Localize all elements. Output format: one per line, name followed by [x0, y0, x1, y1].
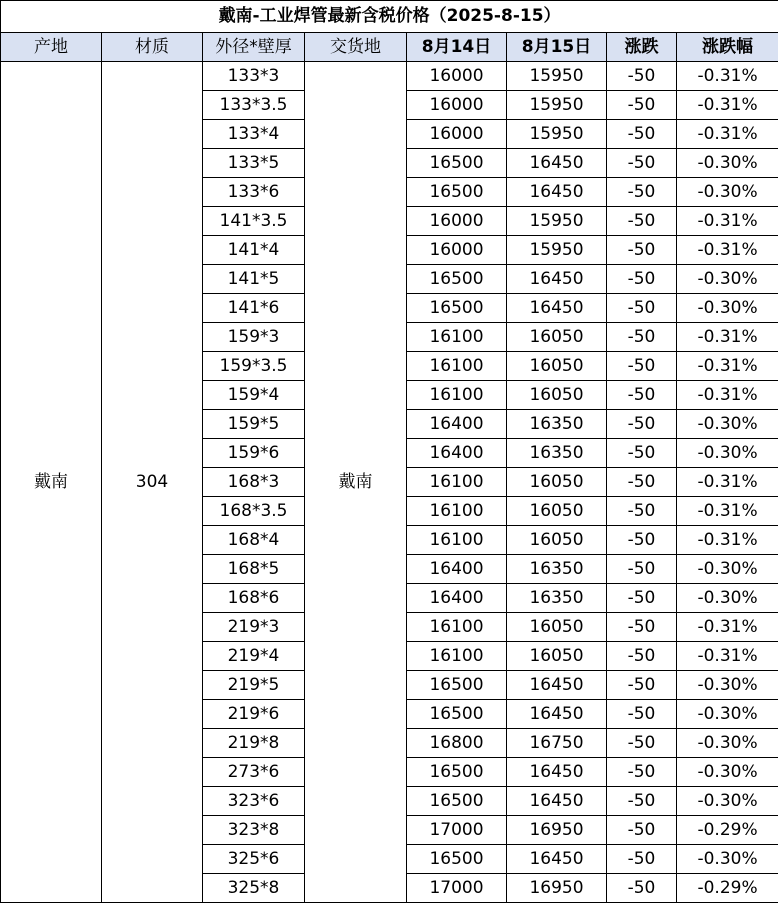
change-pct-cell: -0.30%	[677, 758, 778, 787]
price-0814-cell: 16500	[407, 671, 507, 700]
spec-cell: 141*6	[203, 294, 305, 323]
change-pct-cell: -0.29%	[677, 874, 778, 903]
spec-cell: 159*3.5	[203, 352, 305, 381]
price-0815-cell: 15950	[507, 236, 607, 265]
price-0814-cell: 16800	[407, 729, 507, 758]
change-pct-cell: -0.31%	[677, 381, 778, 410]
price-0814-cell: 17000	[407, 816, 507, 845]
change-pct-cell: -0.31%	[677, 468, 778, 497]
price-0814-cell: 16000	[407, 120, 507, 149]
price-0815-cell: 16050	[507, 613, 607, 642]
header-date-1: 8月14日	[407, 33, 507, 62]
price-0814-cell: 16100	[407, 613, 507, 642]
price-0815-cell: 16450	[507, 294, 607, 323]
price-0814-cell: 16500	[407, 700, 507, 729]
price-0815-cell: 15950	[507, 91, 607, 120]
spec-cell: 133*6	[203, 178, 305, 207]
header-change-pct: 涨跌幅	[677, 33, 778, 62]
change-pct-cell: -0.31%	[677, 613, 778, 642]
header-change: 涨跌	[607, 33, 677, 62]
price-0815-cell: 15950	[507, 207, 607, 236]
material-cell: 304	[102, 62, 203, 903]
delivery-cell: 戴南	[305, 62, 407, 903]
change-cell: -50	[607, 787, 677, 816]
change-pct-cell: -0.30%	[677, 671, 778, 700]
spec-cell: 159*6	[203, 439, 305, 468]
spec-cell: 323*8	[203, 816, 305, 845]
spec-cell: 168*4	[203, 526, 305, 555]
price-0815-cell: 16350	[507, 584, 607, 613]
price-0814-cell: 16100	[407, 381, 507, 410]
change-pct-cell: -0.30%	[677, 555, 778, 584]
change-pct-cell: -0.30%	[677, 584, 778, 613]
change-cell: -50	[607, 236, 677, 265]
price-0814-cell: 16500	[407, 845, 507, 874]
price-0815-cell: 16050	[507, 642, 607, 671]
price-0814-cell: 16100	[407, 468, 507, 497]
header-row	[1, 33, 778, 62]
price-0814-cell: 17000	[407, 874, 507, 903]
price-0814-cell: 16000	[407, 236, 507, 265]
price-0815-cell: 15950	[507, 62, 607, 91]
spec-cell: 168*3	[203, 468, 305, 497]
change-pct-cell: -0.30%	[677, 178, 778, 207]
price-0815-cell: 16350	[507, 555, 607, 584]
price-0814-cell: 16000	[407, 207, 507, 236]
change-pct-cell: -0.30%	[677, 410, 778, 439]
header-origin: 产地	[1, 33, 102, 62]
table-body	[1, 62, 778, 903]
price-0814-cell: 16500	[407, 787, 507, 816]
spec-cell: 133*4	[203, 120, 305, 149]
change-cell: -50	[607, 555, 677, 584]
change-cell: -50	[607, 91, 677, 120]
price-0815-cell: 16450	[507, 265, 607, 294]
header-delivery: 交货地	[305, 33, 407, 62]
price-0814-cell: 16000	[407, 62, 507, 91]
spec-cell: 133*5	[203, 149, 305, 178]
spec-cell: 325*6	[203, 845, 305, 874]
spec-cell: 168*3.5	[203, 497, 305, 526]
change-cell: -50	[607, 207, 677, 236]
change-cell: -50	[607, 584, 677, 613]
table-title: 戴南-工业焊管最新含税价格（2025-8-15）	[1, 1, 778, 33]
change-cell: -50	[607, 265, 677, 294]
header-date-2: 8月15日	[507, 33, 607, 62]
origin-cell: 戴南	[1, 62, 102, 903]
price-0815-cell: 16050	[507, 352, 607, 381]
price-0814-cell: 16100	[407, 352, 507, 381]
spec-cell: 133*3	[203, 62, 305, 91]
price-0814-cell: 16100	[407, 323, 507, 352]
spec-cell: 141*5	[203, 265, 305, 294]
change-cell: -50	[607, 758, 677, 787]
price-0815-cell: 16950	[507, 816, 607, 845]
price-0815-cell: 16450	[507, 845, 607, 874]
change-cell: -50	[607, 816, 677, 845]
price-0814-cell: 16100	[407, 642, 507, 671]
price-0815-cell: 16350	[507, 410, 607, 439]
table-row	[1, 62, 778, 91]
change-pct-cell: -0.31%	[677, 497, 778, 526]
spec-cell: 325*8	[203, 874, 305, 903]
change-cell: -50	[607, 294, 677, 323]
change-cell: -50	[607, 410, 677, 439]
change-cell: -50	[607, 526, 677, 555]
change-pct-cell: -0.31%	[677, 207, 778, 236]
change-cell: -50	[607, 845, 677, 874]
spec-cell: 141*3.5	[203, 207, 305, 236]
price-0814-cell: 16500	[407, 758, 507, 787]
spec-cell: 323*6	[203, 787, 305, 816]
change-pct-cell: -0.29%	[677, 816, 778, 845]
change-pct-cell: -0.30%	[677, 845, 778, 874]
change-cell: -50	[607, 120, 677, 149]
price-0815-cell: 16050	[507, 526, 607, 555]
change-cell: -50	[607, 468, 677, 497]
change-pct-cell: -0.31%	[677, 120, 778, 149]
price-0815-cell: 16750	[507, 729, 607, 758]
header-material: 材质	[102, 33, 203, 62]
price-0815-cell: 16050	[507, 468, 607, 497]
change-cell: -50	[607, 381, 677, 410]
change-cell: -50	[607, 874, 677, 903]
spec-cell: 168*6	[203, 584, 305, 613]
price-0815-cell: 16450	[507, 758, 607, 787]
price-0815-cell: 16050	[507, 323, 607, 352]
change-pct-cell: -0.30%	[677, 149, 778, 178]
price-0815-cell: 16450	[507, 671, 607, 700]
price-0814-cell: 16400	[407, 410, 507, 439]
price-0814-cell: 16500	[407, 149, 507, 178]
spec-cell: 159*5	[203, 410, 305, 439]
change-cell: -50	[607, 323, 677, 352]
change-cell: -50	[607, 729, 677, 758]
price-0815-cell: 16450	[507, 149, 607, 178]
change-pct-cell: -0.31%	[677, 236, 778, 265]
change-cell: -50	[607, 352, 677, 381]
price-0815-cell: 15950	[507, 120, 607, 149]
change-cell: -50	[607, 700, 677, 729]
change-cell: -50	[607, 671, 677, 700]
price-0814-cell: 16000	[407, 91, 507, 120]
change-pct-cell: -0.30%	[677, 729, 778, 758]
price-0815-cell: 16950	[507, 874, 607, 903]
spec-cell: 168*5	[203, 555, 305, 584]
change-cell: -50	[607, 439, 677, 468]
spec-cell: 219*5	[203, 671, 305, 700]
price-0815-cell: 16450	[507, 700, 607, 729]
change-pct-cell: -0.30%	[677, 265, 778, 294]
change-cell: -50	[607, 642, 677, 671]
spec-cell: 159*3	[203, 323, 305, 352]
change-pct-cell: -0.31%	[677, 352, 778, 381]
change-pct-cell: -0.30%	[677, 787, 778, 816]
change-cell: -50	[607, 178, 677, 207]
spec-cell: 133*3.5	[203, 91, 305, 120]
change-pct-cell: -0.31%	[677, 526, 778, 555]
spec-cell: 219*6	[203, 700, 305, 729]
change-cell: -50	[607, 497, 677, 526]
spec-cell: 219*3	[203, 613, 305, 642]
spec-cell: 141*4	[203, 236, 305, 265]
spec-cell: 219*4	[203, 642, 305, 671]
spec-cell: 159*4	[203, 381, 305, 410]
change-cell: -50	[607, 613, 677, 642]
change-cell: -50	[607, 149, 677, 178]
price-0814-cell: 16400	[407, 555, 507, 584]
price-0814-cell: 16400	[407, 439, 507, 468]
change-cell: -50	[607, 62, 677, 91]
change-pct-cell: -0.31%	[677, 62, 778, 91]
price-0815-cell: 16350	[507, 439, 607, 468]
change-pct-cell: -0.30%	[677, 294, 778, 323]
change-pct-cell: -0.31%	[677, 642, 778, 671]
change-pct-cell: -0.30%	[677, 700, 778, 729]
header-spec: 外径*壁厚	[203, 33, 305, 62]
price-0814-cell: 16500	[407, 178, 507, 207]
change-pct-cell: -0.31%	[677, 91, 778, 120]
change-pct-cell: -0.31%	[677, 323, 778, 352]
price-0814-cell: 16500	[407, 294, 507, 323]
price-0814-cell: 16100	[407, 497, 507, 526]
spec-cell: 273*6	[203, 758, 305, 787]
price-0815-cell: 16050	[507, 497, 607, 526]
change-pct-cell: -0.30%	[677, 439, 778, 468]
price-0815-cell: 16050	[507, 381, 607, 410]
price-0815-cell: 16450	[507, 787, 607, 816]
price-0814-cell: 16500	[407, 265, 507, 294]
price-0814-cell: 16400	[407, 584, 507, 613]
price-0814-cell: 16100	[407, 526, 507, 555]
spec-cell: 219*8	[203, 729, 305, 758]
price-0815-cell: 16450	[507, 178, 607, 207]
